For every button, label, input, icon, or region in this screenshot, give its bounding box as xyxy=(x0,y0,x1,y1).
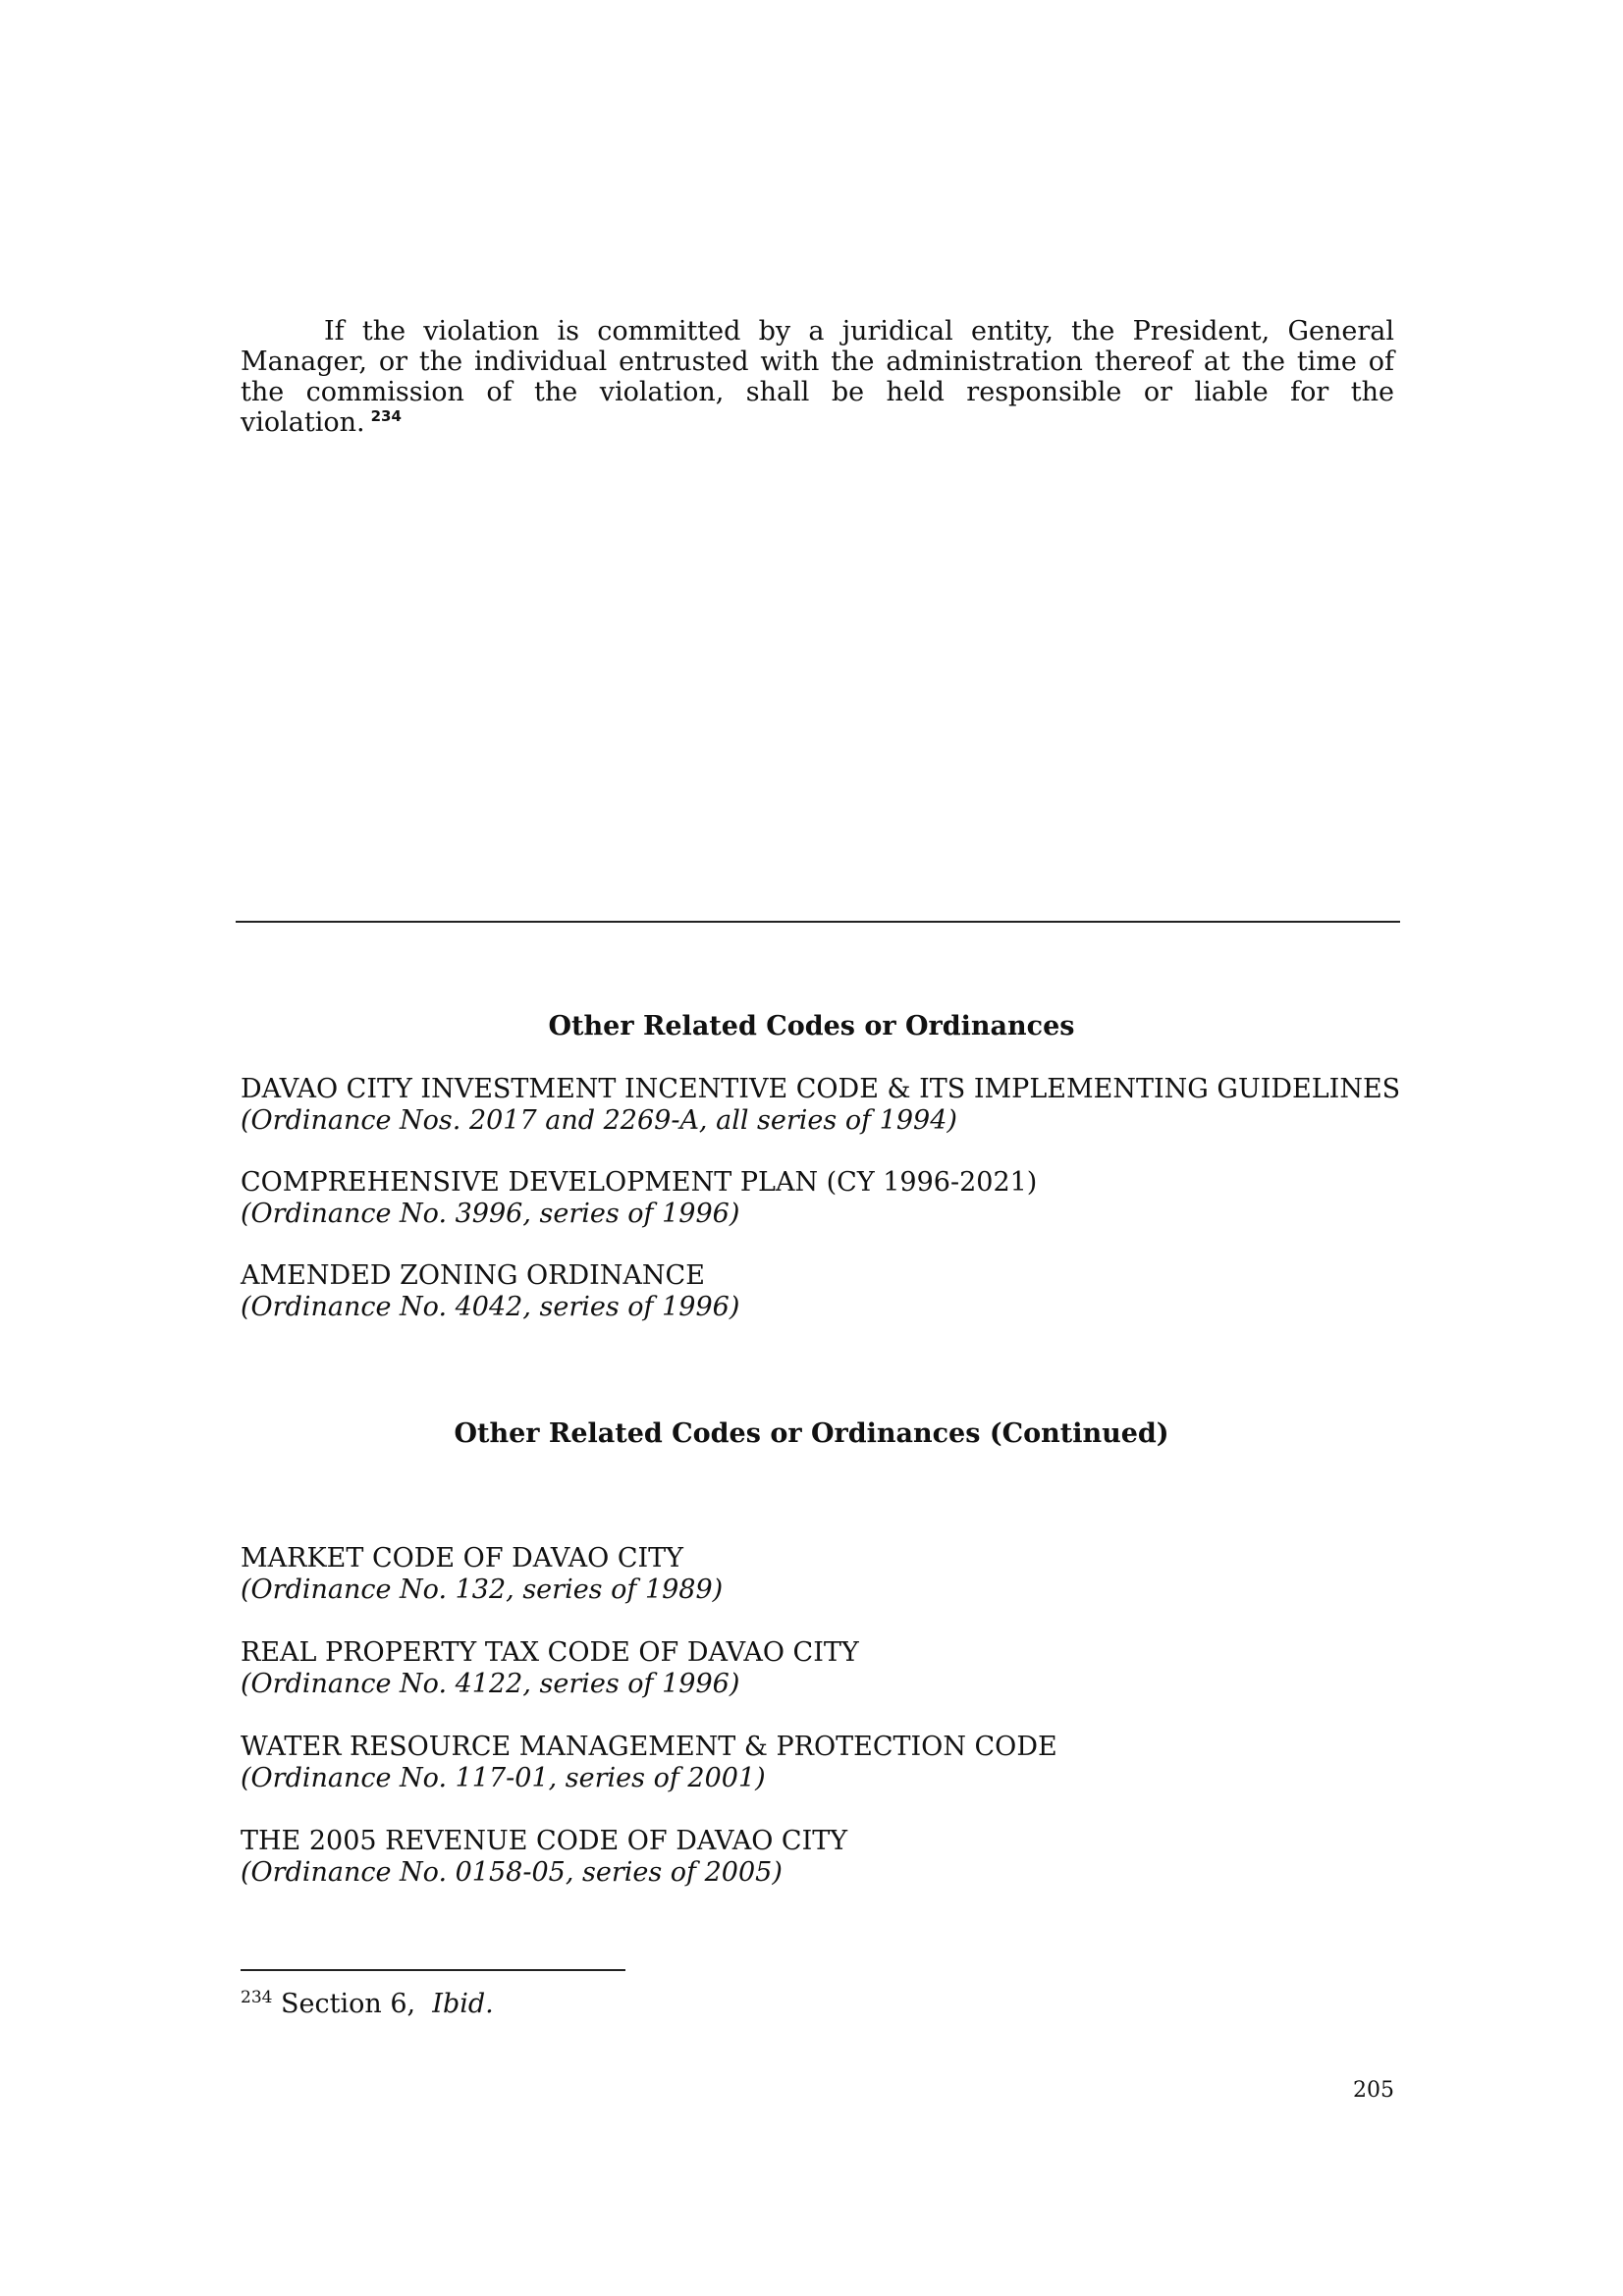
ordinance-reference: (Ordinance No. 4122, series of 1996) xyxy=(241,1669,740,1699)
ordinance-reference: (Ordinance Nos. 2017 and 2269-A, all series of 1994) xyxy=(241,1105,957,1136)
section-divider xyxy=(236,921,1400,923)
list-item xyxy=(241,1074,1400,1137)
list-item xyxy=(241,1637,859,1700)
footnote-separator xyxy=(241,1969,625,1971)
list-item xyxy=(241,1826,847,1889)
footnote-reference[interactable]: 234 xyxy=(370,407,402,425)
code-title: WATER RESOURCE MANAGEMENT & PROTECTION CODE xyxy=(241,1732,1057,1762)
list-item xyxy=(241,1732,1057,1794)
code-title: DAVAO CITY INVESTMENT INCENTIVE CODE & ITS IMPLEMENTING GUIDELINES xyxy=(241,1074,1401,1104)
ordinance-reference: (Ordinance No. 3996, series of 1996) xyxy=(241,1199,740,1229)
body-paragraph-text: If the violation is committed by a juridical entity, the President, General Manager, or the individual entrusted with the administration thereof at the time of the commission of the violation, shall be held responsible or liable for the violation. xyxy=(241,316,1394,438)
body-paragraph xyxy=(241,316,1394,438)
page-number: 205 xyxy=(1353,2078,1394,2103)
related-codes-heading: Other Related Codes or Ordinances xyxy=(548,1011,1075,1041)
code-title: AMENDED ZONING ORDINANCE xyxy=(241,1260,705,1291)
ordinance-reference: (Ordinance No. 0158-05, series of 2005) xyxy=(241,1857,783,1888)
code-title: REAL PROPERTY TAX CODE OF DAVAO CITY xyxy=(241,1637,859,1668)
code-title: THE 2005 REVENUE CODE OF DAVAO CITY xyxy=(241,1826,848,1856)
code-title: MARKET CODE OF DAVAO CITY xyxy=(241,1543,683,1574)
footnote xyxy=(241,1989,494,2020)
code-title: COMPREHENSIVE DEVELOPMENT PLAN (CY 1996-2021) xyxy=(241,1167,1038,1198)
ordinance-reference: (Ordinance No. 132, series of 1989) xyxy=(241,1575,724,1605)
ordinance-reference: (Ordinance No. 4042, series of 1996) xyxy=(241,1292,740,1322)
list-item xyxy=(241,1260,739,1323)
footnote-number: 234 xyxy=(241,1988,273,2007)
footnote-ibid: Ibid. xyxy=(432,1989,494,2019)
list-item xyxy=(241,1543,723,1606)
footnote-text: Section 6, xyxy=(281,1989,416,2019)
list-item xyxy=(241,1167,1037,1230)
related-codes-continued-heading: Other Related Codes or Ordinances (Continued) xyxy=(454,1418,1169,1449)
ordinance-reference: (Ordinance No. 117-01, series of 2001) xyxy=(241,1763,766,1793)
